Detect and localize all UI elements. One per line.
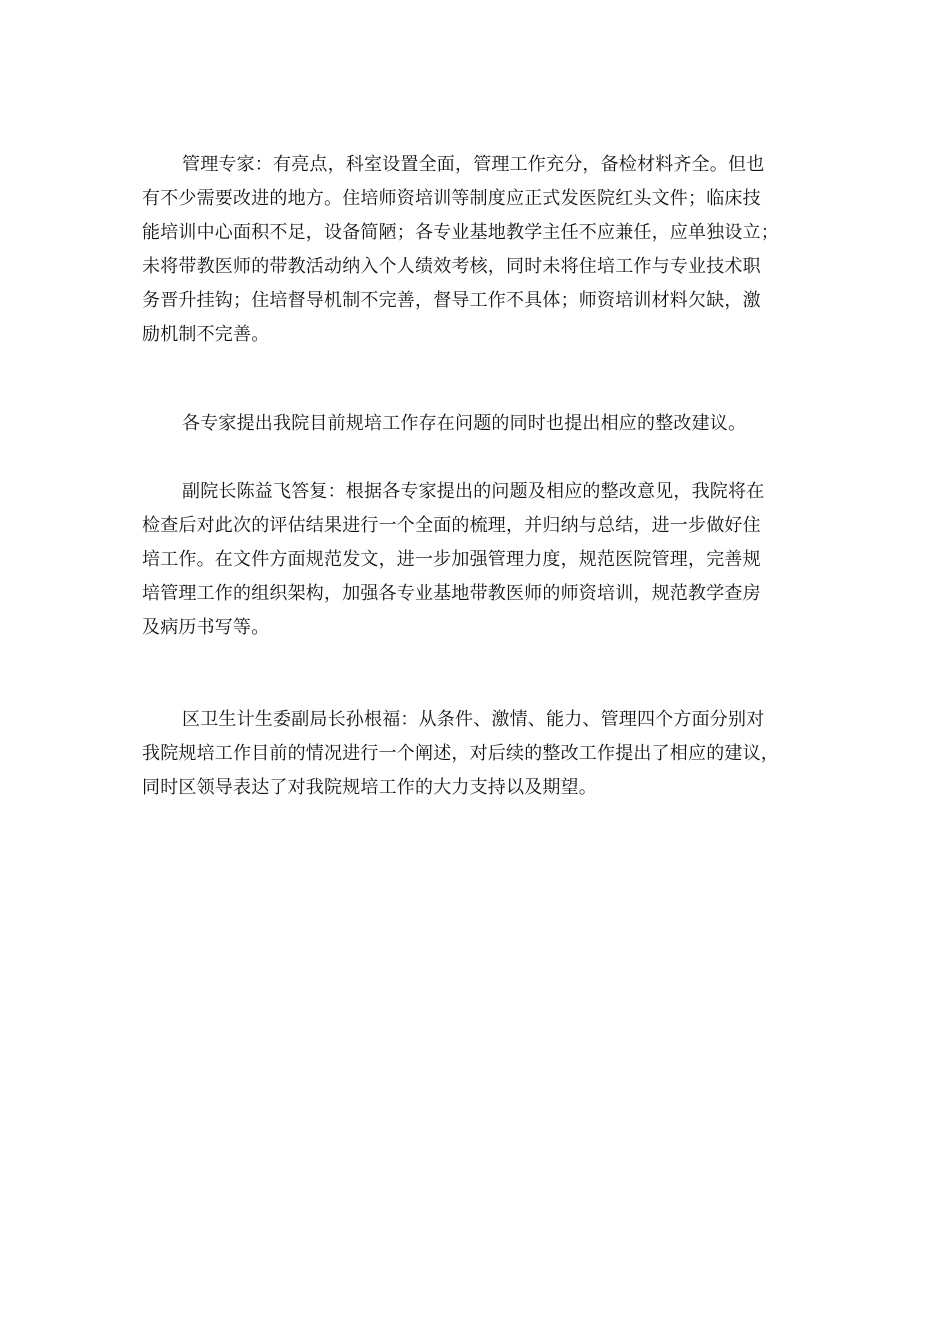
- text-line: 培管理工作的组织架构，加强各专业基地带教医师的师资培训，规范教学查房: [142, 583, 761, 604]
- text-line: 及病历书写等。: [142, 617, 270, 638]
- text-line: 能培训中心面积不足，设备简陋；各专业基地教学主任不应兼任，应单独设立；: [142, 222, 779, 243]
- text-line: 励机制不完善。: [142, 324, 270, 345]
- paragraph-district-official-remarks: [142, 703, 832, 805]
- paragraph-experts-suggestions: [142, 407, 832, 441]
- text-line: 同时区领导表达了对我院规培工作的大力支持以及期望。: [142, 777, 597, 798]
- text-line: 培工作。在文件方面规范发文，进一步加强管理力度，规范医院管理，完善规: [142, 549, 761, 570]
- text-line: 有不少需要改进的地方。住培师资培训等制度应正式发医院红头文件；临床技: [142, 188, 761, 209]
- text-line: 副院长陈益飞答复：根据各专家提出的问题及相应的整改意见，我院将在: [182, 481, 765, 502]
- text-line: 务晋升挂钩；住培督导机制不完善，督导工作不具体；师资培训材料欠缺，激: [142, 290, 761, 311]
- text-line: 未将带教医师的带教活动纳入个人绩效考核，同时未将住培工作与专业技术职: [142, 256, 761, 277]
- text-line: 检查后对此次的评估结果进行一个全面的梳理，并归纳与总结，进一步做好住: [142, 515, 761, 536]
- text-line: 各专家提出我院目前规培工作存在问题的同时也提出相应的整改建议。: [182, 413, 747, 434]
- text-line: 我院规培工作目前的情况进行一个阐述，对后续的整改工作提出了相应的建议，: [142, 743, 779, 764]
- text-line: 管理专家：有亮点，科室设置全面，管理工作充分，备检材料齐全。但也: [182, 154, 765, 175]
- text-line: 区卫生计生委副局长孙根福：从条件、激情、能力、管理四个方面分别对: [182, 709, 765, 730]
- paragraph-vice-president-reply: [142, 475, 832, 645]
- paragraph-management-expert: [142, 148, 832, 352]
